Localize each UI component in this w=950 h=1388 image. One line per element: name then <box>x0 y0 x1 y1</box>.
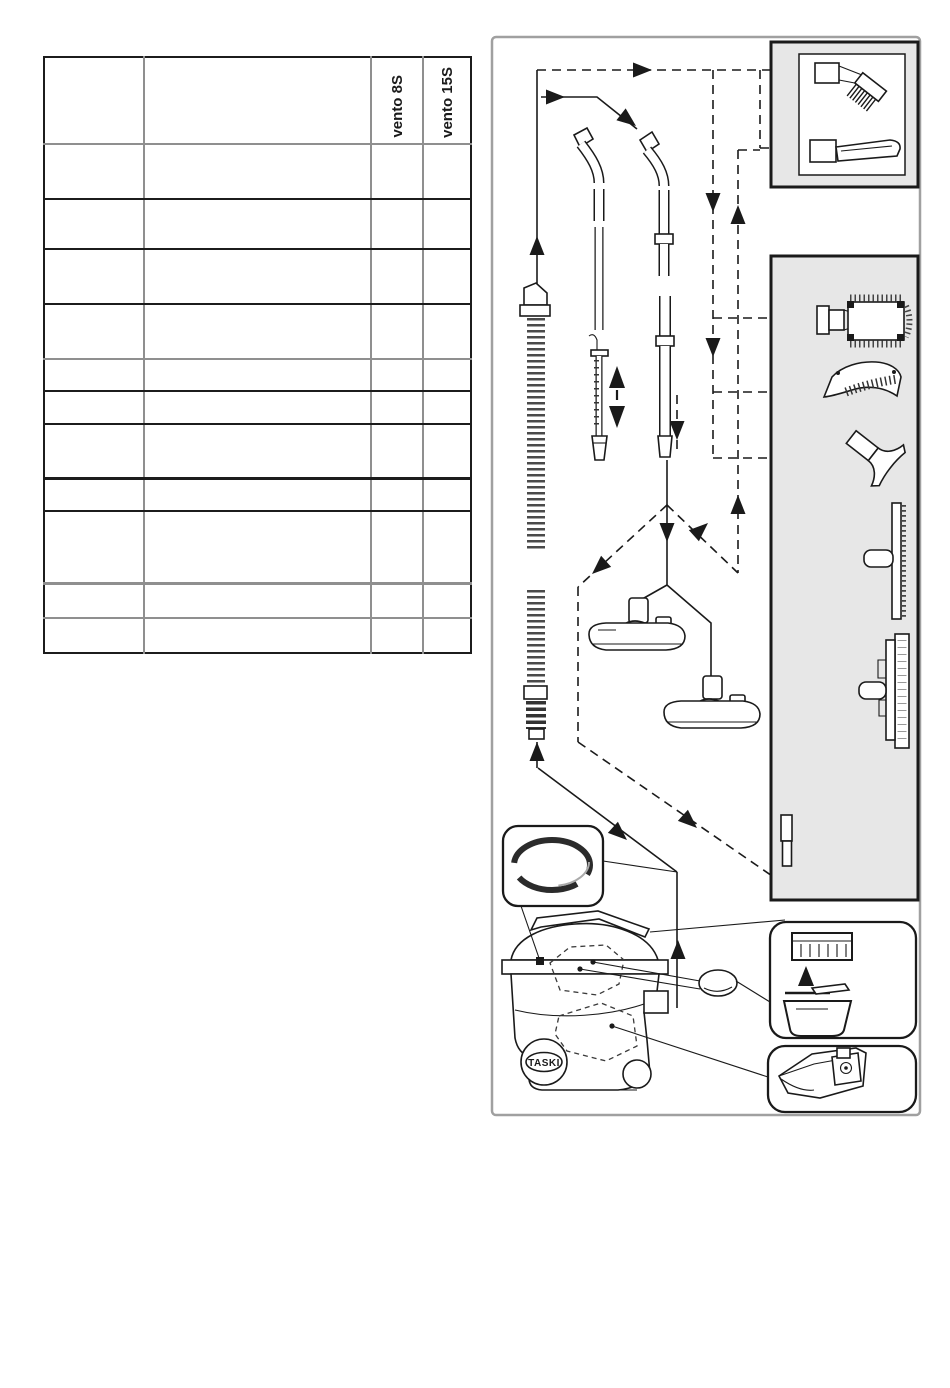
hose-ring-box <box>503 826 603 906</box>
attachment-box <box>771 42 918 187</box>
dirt-container-icon <box>784 1001 851 1036</box>
storage-adapter-icon <box>781 815 792 866</box>
taski-logo <box>521 1039 567 1085</box>
vento-15s-label: vento 15S <box>438 67 456 138</box>
accessory-panel <box>771 256 918 900</box>
motor-filter-icon <box>792 933 852 960</box>
cover-cap-icon <box>699 970 737 996</box>
vento-8s-label: vento 8S <box>388 75 406 138</box>
svg-text:TASKI: TASKI <box>528 1058 560 1069</box>
dust-bag-box <box>768 1046 916 1112</box>
filter-box <box>770 922 916 1038</box>
